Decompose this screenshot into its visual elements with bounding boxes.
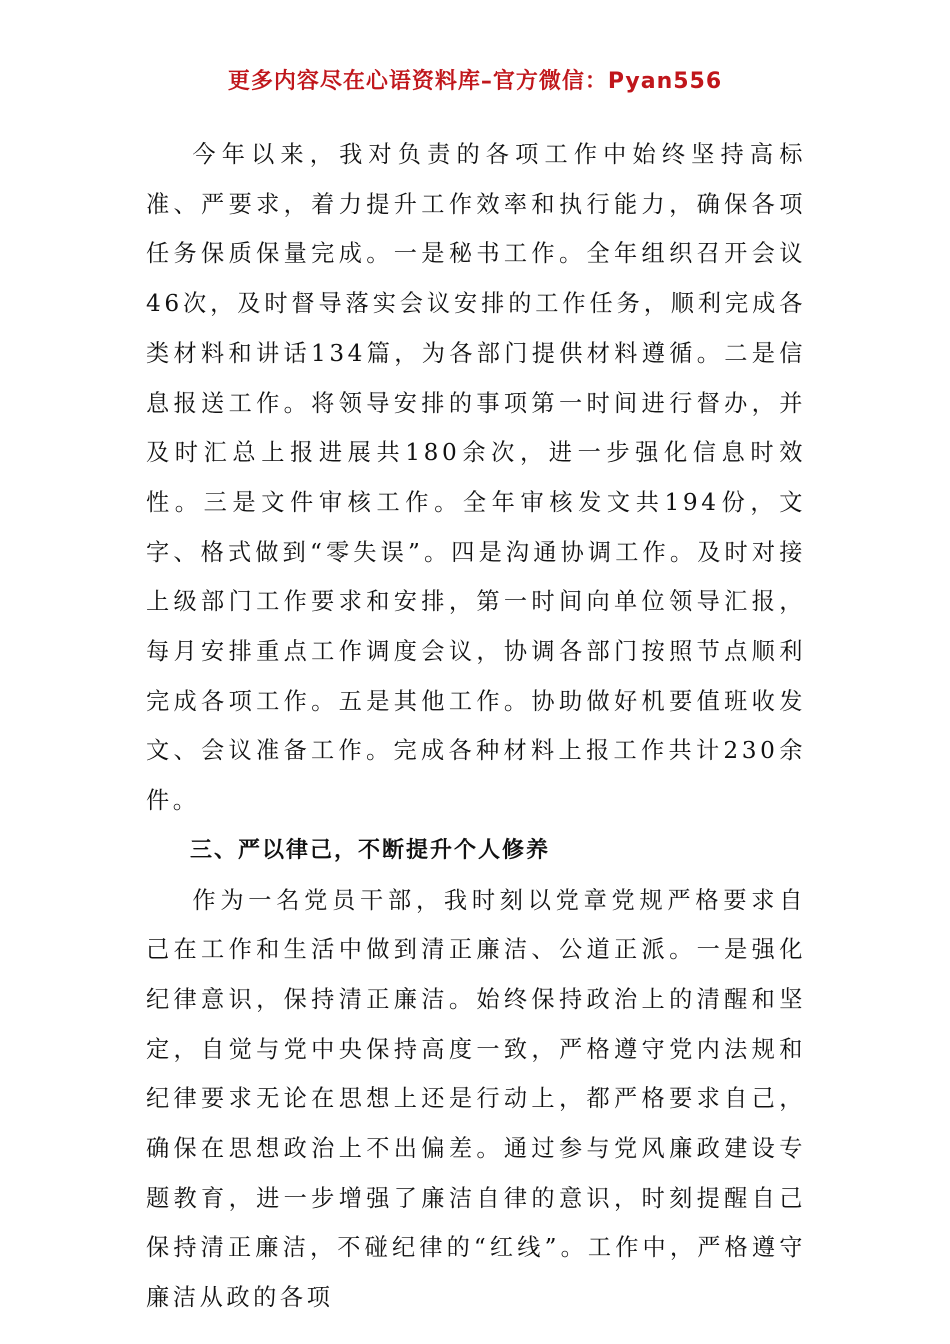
- header-watermark: 更多内容尽在心语资料库–官方微信：Pyan556: [227, 69, 723, 94]
- section-heading: 三、严以律己，不断提升个人修养: [190, 837, 551, 863]
- document-body: [146, 130, 806, 1323]
- paragraph-self-discipline: 作为一名党员干部，我时刻以党章党规严格要求自己在工作和生活中做到清正廉洁、公道正派。一是强化纪律意识，保持清正廉洁。始终保持政治上的清醒和坚定，自觉与党中央保持高度一致，严格遵守党内法规和纪律要求无论在思想上还是行动上，都严格要求自己，确保在思想政治上不出偏差。通过参与党风廉政建设专题教育，进一步增强了廉洁自律的意识，时刻提醒自己保持清正廉洁，不碰纪律的“红线”。工作中，严格遵守廉洁从政的各项: [146, 886, 806, 1312]
- paragraph-work-summary: 今年以来，我对负责的各项工作中始终坚持高标准、严要求，着力提升工作效率和执行能力，确保各项任务保质保量完成。一是秘书工作。全年组织召开会议46次，及时督导落实会议安排的工作任务，顺利完成各类材料和讲话134篇，为各部门提供材料遵循。二是信息报送工作。将领导安排的事项第一时间进行督办，并及时汇总上报进展共180余次，进一步强化信息时效性。三是文件审核工作。全年审核发文共194份，文字、格式做到“零失误”。四是沟通协调工作。及时对接上级部门工作要求和安排，第一时间向单位领导汇报，每月安排重点工作调度会议，协调各部门按照节点顺利完成各项工作。五是其他工作。协助做好机要值班收发文、会议准备工作。完成各种材料上报工作共计230余件。: [146, 141, 806, 815]
